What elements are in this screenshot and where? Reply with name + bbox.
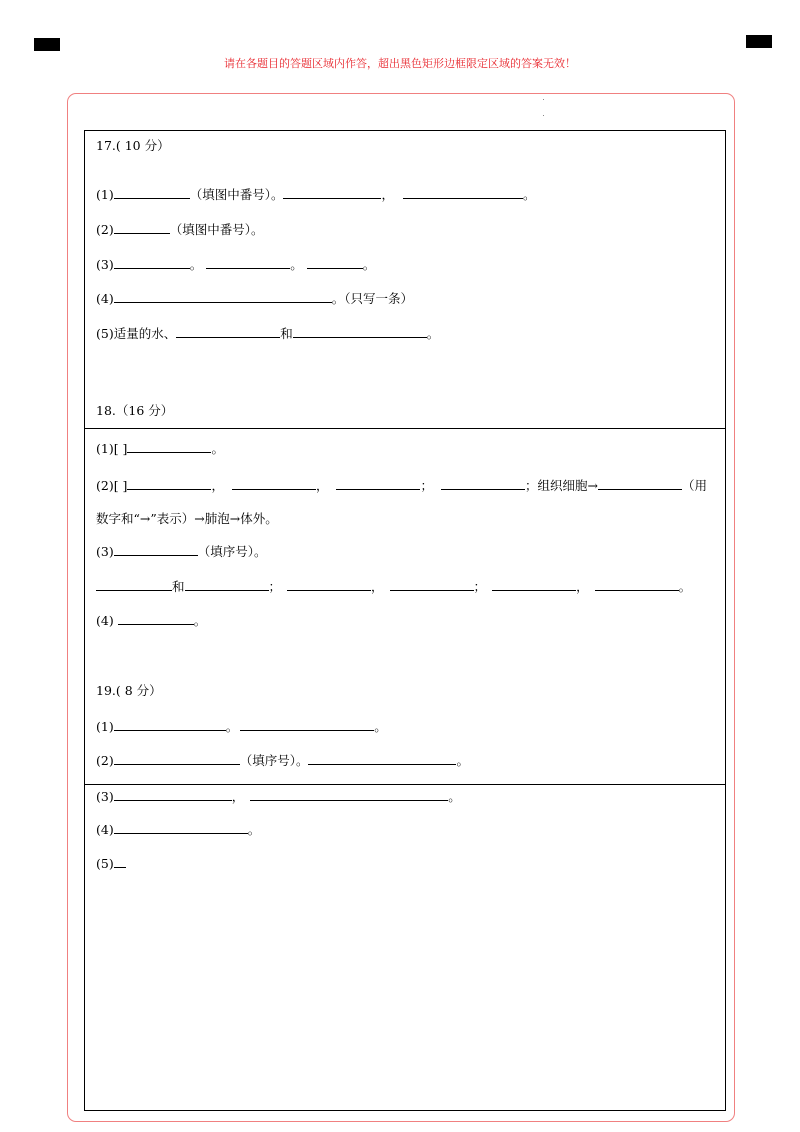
q18-3b-sep-c: ； xyxy=(473,579,487,594)
q18-2-sep-b: ， xyxy=(315,478,329,493)
q17-3-blank-a[interactable] xyxy=(114,256,190,269)
q17-3-sep-a: 。 xyxy=(189,257,203,272)
q17-line-5 xyxy=(96,325,439,342)
q19-1-sep: 。 xyxy=(225,719,239,734)
q18-line-3 xyxy=(96,543,266,560)
q19-part3-label: (3) xyxy=(96,789,114,804)
question-17-title: 17.( 10 分） xyxy=(96,138,170,153)
q19-3-sep: ， xyxy=(231,789,245,804)
q19-line-2 xyxy=(96,752,469,769)
q19-5-blank-a[interactable] xyxy=(114,855,126,868)
q18-part2-label: (2)[ ] xyxy=(96,478,128,493)
q18-3-blank-a[interactable] xyxy=(114,543,198,556)
q17-2-blank-a[interactable] xyxy=(114,221,170,234)
q18-3b-blank-e[interactable] xyxy=(492,578,576,591)
q17-part1-label: (1) xyxy=(96,187,114,202)
q17-line-1 xyxy=(96,186,536,203)
q17-line-3 xyxy=(96,256,375,273)
q18-3b-blank-c[interactable] xyxy=(287,578,371,591)
q17-part5-label: (5)适量的水、 xyxy=(96,326,177,341)
q18-part3-label: (3) xyxy=(96,544,114,559)
q19-3-blank-a[interactable] xyxy=(114,788,232,801)
q17-5-blank-a[interactable] xyxy=(176,325,280,338)
q19-2-blank-a[interactable] xyxy=(114,752,240,765)
q18-2-blank-c[interactable] xyxy=(336,477,420,490)
q18-3b-blank-b[interactable] xyxy=(185,578,269,591)
q18-3b-sep-b: ， xyxy=(371,579,384,594)
q18-line-4 xyxy=(96,612,206,629)
q17-line-2 xyxy=(96,221,263,238)
registration-mark-right xyxy=(746,35,772,48)
q18-3b-end: 。 xyxy=(678,579,692,594)
q18-4-end: 。 xyxy=(193,613,207,628)
q19-1-blank-b[interactable] xyxy=(240,718,374,731)
q18-2-blank-b[interactable] xyxy=(232,477,316,490)
q17-4-text: 。（只写一条） xyxy=(331,291,413,306)
q19-part1-label: (1) xyxy=(96,719,114,734)
q19-line-4 xyxy=(96,821,260,838)
q18-2-sep-c: ； xyxy=(420,478,433,493)
q17-1-blank-c[interactable] xyxy=(403,186,523,199)
q17-5-end: 。 xyxy=(426,326,440,341)
q18-line-1 xyxy=(96,440,224,457)
question-18-title: 18.（16 分） xyxy=(96,403,174,418)
q19-part4-label: (4) xyxy=(96,822,114,837)
q17-5-blank-b[interactable] xyxy=(293,325,427,338)
q17-3-blank-b[interactable] xyxy=(206,256,290,269)
q18-2-blank-e[interactable] xyxy=(598,477,682,490)
answer-box-17 xyxy=(84,130,726,429)
q18-line-2b: 数字和“→”表示）→肺泡→体外。 xyxy=(96,511,278,526)
q18-3-text: （填序号）。 xyxy=(197,544,267,559)
q19-2-blank-b[interactable] xyxy=(308,752,456,765)
q17-3-end: 。 xyxy=(362,257,376,272)
scan-dot xyxy=(543,99,544,100)
q19-3-end: 。 xyxy=(448,789,461,804)
q18-4-blank-a[interactable] xyxy=(118,612,194,625)
q18-3b-blank-a[interactable] xyxy=(96,578,172,591)
q19-1-end: 。 xyxy=(374,719,387,734)
q18-2-blank-d[interactable] xyxy=(441,477,525,490)
registration-mark-left xyxy=(34,38,60,51)
q18-3b-blank-f[interactable] xyxy=(595,578,679,591)
q17-part2-label: (2) xyxy=(96,222,114,237)
q17-3-sep-b: 。 xyxy=(290,257,303,272)
q19-2-text: （填序号）。 xyxy=(239,753,309,768)
q19-3-blank-b[interactable] xyxy=(250,788,448,801)
q18-3b-and: 和 xyxy=(172,579,185,594)
q17-4-blank-a[interactable] xyxy=(114,290,332,303)
q18-line-3b xyxy=(96,578,691,595)
q19-1-blank-a[interactable] xyxy=(114,718,226,731)
q19-line-5 xyxy=(96,855,126,872)
scan-dot xyxy=(543,115,544,116)
q17-1-sep: ， xyxy=(381,187,394,202)
q17-1-blank-b[interactable] xyxy=(283,186,381,199)
question-19-title: 19.( 8 分） xyxy=(96,683,162,698)
q17-3-blank-c[interactable] xyxy=(307,256,363,269)
q18-2-note: （用 xyxy=(681,478,707,493)
q17-1-text: （填图中番号）。 xyxy=(189,187,284,202)
q19-4-blank-a[interactable] xyxy=(114,821,248,834)
q19-line-1 xyxy=(96,718,387,735)
q18-1-end: 。 xyxy=(211,441,224,456)
q17-1-end: 。 xyxy=(523,187,536,202)
q18-line-2 xyxy=(96,477,707,494)
q17-part3-label: (3) xyxy=(96,257,114,272)
q17-1-blank-a[interactable] xyxy=(114,186,190,199)
q18-2-text: ；组织细胞→ xyxy=(524,478,598,493)
q19-part2-label: (2) xyxy=(96,753,114,768)
q18-3b-sep-d: ， xyxy=(576,579,589,594)
q18-part1-label: (1)[ ] xyxy=(96,441,128,456)
q17-5-and: 和 xyxy=(280,326,293,341)
q18-part4-label: (4) xyxy=(96,613,118,628)
q18-2-sep-a: ， xyxy=(211,478,224,493)
answer-area-notice: 请在各题目的答题区域内作答，超出黑色矩形边框限定区域的答案无效！ xyxy=(224,57,576,70)
q17-line-4 xyxy=(96,290,413,307)
q18-1-blank-a[interactable] xyxy=(127,440,211,453)
q19-line-3 xyxy=(96,788,461,805)
q19-2-end: 。 xyxy=(456,753,469,768)
q18-2-blank-a[interactable] xyxy=(127,477,211,490)
q17-2-text: （填图中番号）。 xyxy=(169,222,264,237)
q18-3b-blank-d[interactable] xyxy=(390,578,474,591)
q19-4-end: 。 xyxy=(247,822,261,837)
q18-3b-sep-a: ； xyxy=(268,579,282,594)
q17-part4-label: (4) xyxy=(96,291,114,306)
q19-part5-label: (5) xyxy=(96,856,114,871)
